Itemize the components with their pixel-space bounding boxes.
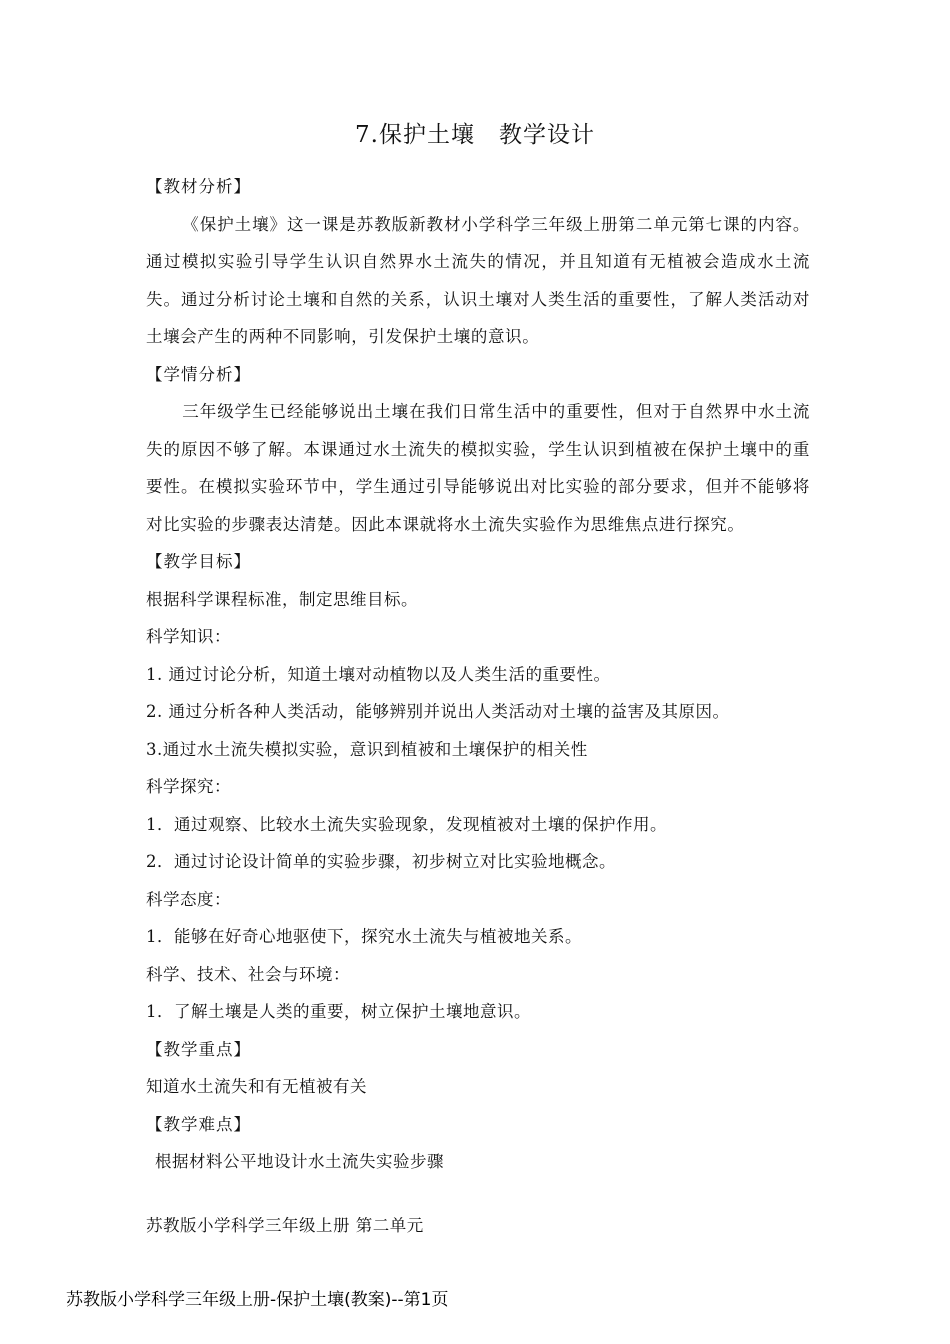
- section-heading-difficulties: 【教学难点】: [146, 1114, 251, 1134]
- section-heading-material-analysis: 【教材分析】: [146, 177, 251, 196]
- material-analysis-paragraph: 《保护土壤》这一课是苏教版新教材小学科学三年级上册第二单元第七课的内容。通过模拟实验引导学生认识自然界水土流失的情况，并且知道有无植被会造成水土流失。通过分析讨论土壤和自然的关系，认识土壤对人类生活的重要性，了解人类活动对土壤会产生的两种不同影响，引发保护土壤的意识。: [146, 214, 810, 346]
- goal-item-knowledge-3: 3.通过水土流失模拟实验，意识到植被和土壤保护的相关性: [146, 739, 588, 759]
- goal-item-inquiry-2: 2．通过讨论设计简单的实验步骤，初步树立对比实验地概念。: [146, 852, 616, 871]
- goal-item-inquiry-1: 1．通过观察、比较水土流失实验现象，发现植被对土壤的保护作用。: [146, 814, 667, 834]
- document-body: [146, 168, 810, 1244]
- page-footer: 苏教版小学科学三年级上册-保护土壤(教案)--第1页: [66, 1290, 449, 1310]
- goal-item-knowledge-2: 2. 通过分析各种人类活动，能够辨别并说出人类活动对土壤的益害及其原因。: [146, 702, 730, 721]
- goal-label-knowledge: 科学知识：: [146, 627, 231, 646]
- goal-item-attitude-1: 1．能够在好奇心地驱使下，探究水土流失与植被地关系。: [146, 927, 582, 946]
- section-heading-student-analysis: 【学情分析】: [146, 364, 251, 384]
- student-analysis-paragraph: 三年级学生已经能够说出土壤在我们日常生活中的重要性，但对于自然界中水土流失的原因不够了解。本课通过水土流失的模拟实验，学生认识到植被在保护土壤中的重要性。在模拟实验环节中，学生通过引导能够说出对比实验的部分要求，但并不能够将对比实验的步骤表达清楚。因此本课就将水土流失实验作为思维焦点进行探究。: [146, 402, 810, 534]
- goal-item-society-1: 1．了解土壤是人类的重要，树立保护土壤地意识。: [146, 1002, 531, 1021]
- goal-label-inquiry: 科学探究：: [146, 777, 231, 796]
- section-heading-key-points: 【教学重点】: [146, 1039, 251, 1059]
- goal-label-society: 科学、技术、社会与环境：: [146, 964, 350, 984]
- goal-item-knowledge-1: 1. 通过讨论分析，知道土壤对动植物以及人类生活的重要性。: [146, 664, 611, 684]
- unit-line: 苏教版小学科学三年级上册 第二单元: [146, 1215, 424, 1235]
- document-title: 7.保护土壤 教学设计: [355, 122, 595, 148]
- teaching-goals-intro: 根据科学课程标准，制定思维目标。: [146, 589, 418, 609]
- section-heading-teaching-goals: 【教学目标】: [146, 552, 251, 571]
- key-points-text: 知道水土流失和有无植被有关: [146, 1077, 367, 1096]
- difficulties-text: 根据材料公平地设计水土流失实验步骤: [155, 1152, 444, 1171]
- goal-label-attitude: 科学态度：: [146, 889, 231, 909]
